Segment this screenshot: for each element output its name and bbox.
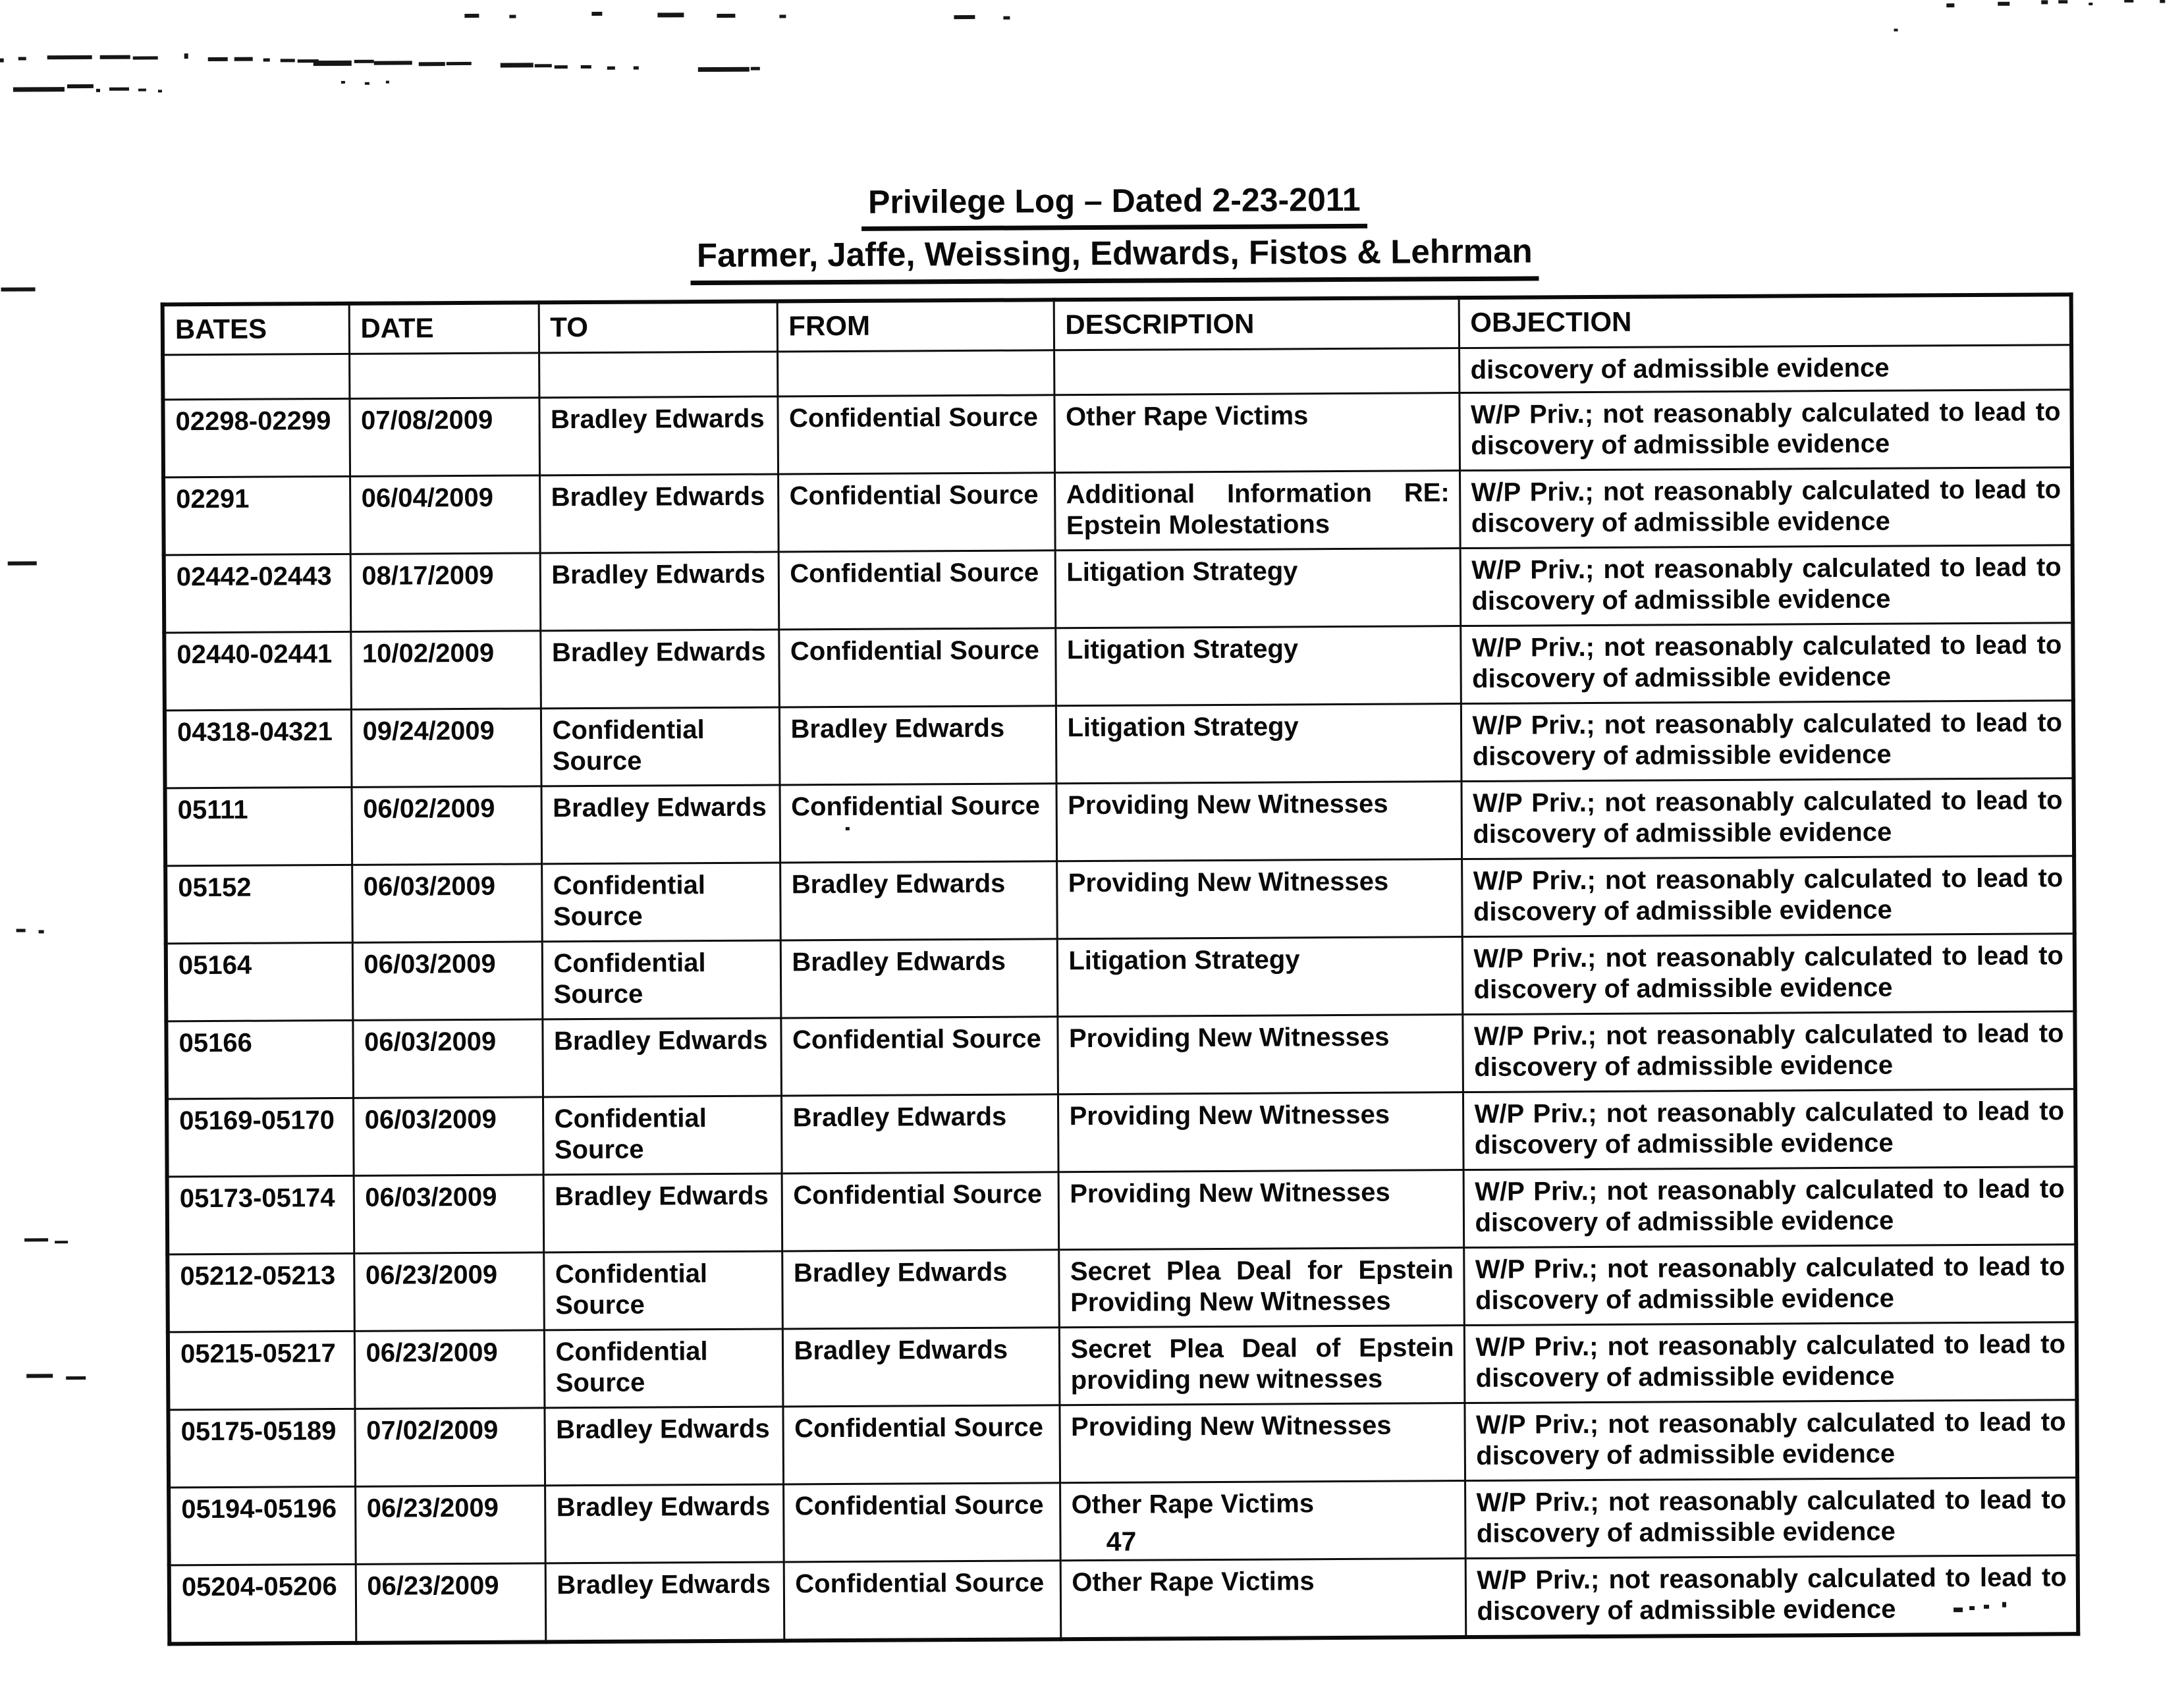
cell-objection: W/P Priv.; not reasonably calculated to lead to discovery of admissible evidence: [1464, 1400, 2077, 1481]
cell-date: 06/03/2009: [354, 1175, 544, 1254]
scan-artifact: [591, 12, 602, 16]
cell-objection: W/P Priv.; not reasonably calculated to lead to discovery of admissible evidence: [1465, 1555, 2079, 1637]
cell-from: Confidential Source: [778, 551, 1056, 630]
cell-from: Confidential Source: [782, 1405, 1060, 1484]
cell-to: Bradley Edwards: [540, 630, 779, 709]
cell-description: Litigation Strategy: [1057, 937, 1463, 1017]
cell-to: Confidential Source: [541, 707, 780, 786]
scan-artifact: [138, 89, 146, 92]
scan-artifact: [751, 67, 760, 70]
scan-artifact: [184, 53, 188, 59]
scan-artifact: [657, 13, 684, 17]
cell-description: Providing New Witnesses: [1057, 1015, 1463, 1094]
scan-artifact: [1953, 1607, 1963, 1612]
table-row: [164, 623, 2073, 711]
cell-objection: W/P Priv.; not reasonably calculated to lead to discovery of admissible evidence: [1461, 701, 2074, 782]
scan-artifact: [2160, 0, 2165, 3]
cell-description: Other Rape Victims: [1060, 1481, 1465, 1561]
scan-artifact: [109, 88, 129, 91]
cell-from: Confidential Source: [782, 1172, 1059, 1251]
scan-artifact: [717, 14, 735, 18]
cell-from: Confidential Source: [778, 628, 1056, 707]
scan-artifact: [779, 14, 786, 18]
document-body: [160, 176, 2077, 1646]
cell-to: Bradley Edwards: [541, 785, 780, 864]
scan-artifact: [13, 87, 65, 92]
cell-bates: 05215-05217: [168, 1331, 355, 1409]
cell-objection: W/P Priv.; not reasonably calculated to lead to discovery of admissible evidence: [1459, 390, 2072, 471]
scan-artifact: [464, 14, 479, 18]
scan-artifact: [100, 55, 130, 59]
scan-artifact: [2124, 0, 2133, 3]
cell-from: Confidential Source: [780, 1017, 1058, 1096]
scan-artifact: [698, 67, 750, 72]
document-titles: [160, 176, 2069, 288]
scan-artifact: [2002, 1602, 2006, 1607]
cell-bates: 05194-05196: [169, 1486, 356, 1565]
cell-objection: W/P Priv.; not reasonably calculated to lead to discovery of admissible evidence: [1462, 1011, 2075, 1092]
page-title: Privilege Log – Dated 2-23-2011: [160, 176, 2069, 234]
scan-artifact: [2088, 3, 2092, 5]
table-row: [166, 1011, 2075, 1099]
scan-artifact: [2058, 0, 2067, 3]
cell-description: Litigation Strategy: [1055, 626, 1461, 706]
cell-bates: 05164: [166, 942, 353, 1021]
cell-date: 06/02/2009: [352, 786, 542, 865]
cell-bates: 05204-05206: [169, 1564, 356, 1644]
cell-description: Litigation Strategy: [1055, 549, 1461, 628]
cell-from: Confidential Source: [777, 395, 1054, 474]
scan-artifact: [1969, 1606, 1975, 1610]
cell-description: Secret Plea Deal for Epstein Providing New Witnesses: [1058, 1248, 1464, 1328]
cell-date: 06/23/2009: [354, 1330, 545, 1409]
scan-artifact: [581, 65, 591, 68]
cell-objection: W/P Priv.; not reasonably calculated to lead to discovery of admissible evidence: [1463, 1245, 2077, 1326]
cell-bates: 02440-02441: [164, 632, 351, 710]
cell-date: 06/03/2009: [352, 942, 543, 1021]
cell-from: Confidential Source: [784, 1561, 1061, 1641]
table-row: [165, 701, 2074, 788]
cell-date: 07/08/2009: [349, 398, 539, 477]
scan-artifact: [96, 89, 100, 92]
header-to: TO: [539, 301, 777, 352]
table-row: [168, 1322, 2077, 1410]
cell-from: Confidential Source: [780, 784, 1057, 863]
cell-objection: W/P Priv.; not reasonably calculated to lead to discovery of admissible evidence: [1464, 1322, 2077, 1403]
cell-from: [777, 350, 1054, 396]
header-bates: BATES: [163, 304, 349, 355]
scan-artifact: [47, 55, 92, 59]
cell-description: Litigation Strategy: [1056, 704, 1461, 784]
page-number: 47: [1106, 1526, 1137, 1557]
cell-to: Bradley Edwards: [544, 1407, 783, 1486]
cell-date: 08/17/2009: [350, 553, 541, 632]
scan-artifact: [954, 15, 975, 19]
cell-objection: W/P Priv.; not reasonably calculated to lead to discovery of admissible evidence: [1460, 468, 2073, 549]
scan-artifact: [354, 60, 374, 63]
table-row: [167, 1089, 2076, 1177]
cell-objection: W/P Priv.; not reasonably calculated to lead to discovery of admissible evidence: [1461, 778, 2074, 859]
cell-date: 06/03/2009: [352, 864, 542, 943]
cell-bates: 05111: [165, 787, 352, 865]
table-row: [165, 778, 2075, 866]
scan-artifact: [1984, 1605, 1989, 1609]
cell-description: Additional Information RE: Epstein Molestations: [1054, 471, 1460, 551]
cell-objection: W/P Priv.; not reasonably calculated to lead to discovery of admissible evidence: [1465, 1478, 2078, 1559]
header-objection: OBJECTION: [1459, 294, 2071, 348]
cell-objection: W/P Priv.; not reasonably calculated to lead to discovery of admissible evidence: [1461, 856, 2075, 937]
cell-bates: 02442-02443: [164, 554, 351, 632]
cell-to: Bradley Edwards: [545, 1562, 784, 1642]
cell-date: 06/23/2009: [355, 1486, 545, 1565]
cell-date: 06/03/2009: [353, 1097, 543, 1176]
cell-bates: [163, 354, 349, 399]
cell-to: Bradley Edwards: [543, 1173, 782, 1253]
scan-artifact: [66, 1376, 86, 1380]
scan-artifact: [501, 63, 533, 67]
table-row: [167, 1167, 2077, 1254]
scan-artifact: [846, 827, 850, 830]
scan-artifact: [133, 56, 158, 59]
cell-from: Bradley Edwards: [780, 861, 1057, 940]
cell-date: 10/02/2009: [350, 631, 541, 710]
scan-artifact: [263, 59, 270, 62]
table-row: [165, 856, 2075, 944]
scan-artifact: [365, 82, 369, 85]
scan-artifact: [1, 287, 36, 291]
cell-bates: 05166: [166, 1020, 353, 1098]
cell-to: Confidential Source: [542, 940, 781, 1019]
cell-to: [539, 352, 777, 398]
scan-artifact: [509, 15, 516, 18]
cell-from: Bradley Edwards: [779, 706, 1056, 785]
scan-artifact: [341, 81, 345, 84]
cell-date: [349, 353, 539, 399]
cell-to: Confidential Source: [543, 1096, 782, 1175]
cell-date: 09/24/2009: [351, 709, 541, 788]
scan-artifact: [607, 67, 615, 70]
table-row: [167, 1245, 2077, 1332]
header-date: DATE: [349, 302, 539, 354]
cell-from: Bradley Edwards: [782, 1328, 1060, 1407]
table-row: [169, 1555, 2079, 1644]
cell-to: Bradley Edwards: [540, 552, 779, 631]
cell-to: Bradley Edwards: [539, 396, 778, 475]
header-from: FROM: [777, 300, 1054, 352]
scan-artifact: [8, 561, 37, 565]
cell-description: Secret Plea Deal of Epstein providing new witnesses: [1059, 1326, 1465, 1405]
cell-description: [1054, 348, 1459, 395]
cell-description: Providing New Witnesses: [1058, 1170, 1464, 1250]
scan-artifact: [18, 57, 26, 60]
cell-description: Other Rape Victims: [1054, 393, 1460, 473]
cell-bates: 05175-05189: [168, 1409, 355, 1487]
scan-artifact: [314, 61, 352, 66]
scan-artifact: [55, 1241, 68, 1243]
scan-artifact: [2041, 0, 2048, 4]
scan-artifact: [39, 930, 44, 933]
cell-bates: 05152: [165, 865, 352, 943]
cell-objection: W/P Priv.; not reasonably calculated to lead to discovery of admissible evidence: [1463, 1167, 2077, 1248]
cell-bates: 02291: [163, 476, 350, 554]
cell-to: Confidential Source: [544, 1329, 783, 1408]
table-row: [164, 545, 2073, 633]
scan-artifact: [208, 57, 228, 61]
cell-date: 07/02/2009: [354, 1408, 545, 1487]
cell-objection: discovery of admissible evidence: [1459, 345, 2071, 393]
privilege-log-table: [161, 292, 2081, 1646]
scan-artifact: [158, 90, 162, 92]
cell-date: 06/03/2009: [352, 1019, 543, 1098]
cell-description: Providing New Witnesses: [1058, 1092, 1463, 1172]
cell-description: Other Rape Victims: [1060, 1559, 1466, 1640]
scan-artifact: [67, 84, 94, 88]
cell-to: Bradley Edwards: [542, 1018, 781, 1097]
cell-description: Providing New Witnesses: [1059, 1403, 1465, 1483]
cell-from: Confidential Source: [783, 1483, 1060, 1562]
scan-artifact: [535, 64, 552, 67]
cell-from: Bradley Edwards: [782, 1250, 1059, 1329]
cell-description: Providing New Witnesses: [1056, 782, 1461, 861]
cell-date: 06/04/2009: [350, 475, 540, 554]
cell-to: Bradley Edwards: [545, 1484, 784, 1563]
cell-from: Bradley Edwards: [781, 1094, 1058, 1173]
cell-objection: W/P Priv.; not reasonably calculated to lead to discovery of admissible evidence: [1460, 545, 2073, 626]
scan-artifact: [1998, 2, 2009, 6]
cell-objection: W/P Priv.; not reasonably calculated to lead to discovery of admissible evidence: [1462, 934, 2075, 1015]
scan-artifact: [1003, 16, 1010, 20]
page-subtitle: Farmer, Jaffe, Weissing, Edwards, Fistos & Lehrman: [160, 229, 2069, 288]
scan-artifact: [555, 65, 568, 68]
table-row: [166, 934, 2075, 1021]
cell-bates: 05212-05213: [167, 1253, 354, 1332]
scan-artifact: [419, 62, 445, 66]
scan-artifact: [24, 1238, 48, 1241]
table-row: [163, 468, 2073, 555]
cell-from: Confidential Source: [778, 473, 1055, 552]
cell-date: 06/23/2009: [354, 1253, 544, 1332]
cell-objection: W/P Priv.; not reasonably calculated to lead to discovery of admissible evidence: [1463, 1089, 2076, 1170]
scan-artifact: [1894, 29, 1898, 32]
cell-bates: 04318-04321: [165, 709, 352, 788]
cell-objection: W/P Priv.; not reasonably calculated to lead to discovery of admissible evidence: [1460, 623, 2073, 704]
scan-artifact: [386, 81, 389, 84]
scan-artifact: [234, 57, 253, 61]
scan-artifact: [26, 1374, 53, 1378]
scan-artifact: [447, 62, 472, 65]
cell-from: Bradley Edwards: [780, 939, 1058, 1018]
scan-artifact: [634, 67, 639, 70]
cell-to: Confidential Source: [541, 863, 780, 942]
scan-artifact: [1946, 3, 1954, 7]
cell-bates: 05173-05174: [167, 1175, 354, 1254]
scan-artifact: [0, 59, 4, 63]
cell-description: Providing New Witnesses: [1056, 859, 1462, 939]
cell-bates: 05169-05170: [167, 1098, 354, 1176]
privilege-table-body: [163, 345, 2078, 1644]
scan-artifact: [16, 929, 26, 932]
header-description: DESCRIPTION: [1054, 298, 1459, 350]
cell-to: Confidential Source: [543, 1251, 782, 1330]
table-row: [163, 390, 2072, 477]
cell-to: Bradley Edwards: [539, 474, 778, 553]
scan-artifact: [281, 59, 295, 62]
scan-artifact: [374, 61, 412, 65]
table-row: [168, 1400, 2077, 1488]
cell-date: 06/23/2009: [356, 1563, 546, 1643]
cell-bates: 02298-02299: [163, 398, 350, 477]
